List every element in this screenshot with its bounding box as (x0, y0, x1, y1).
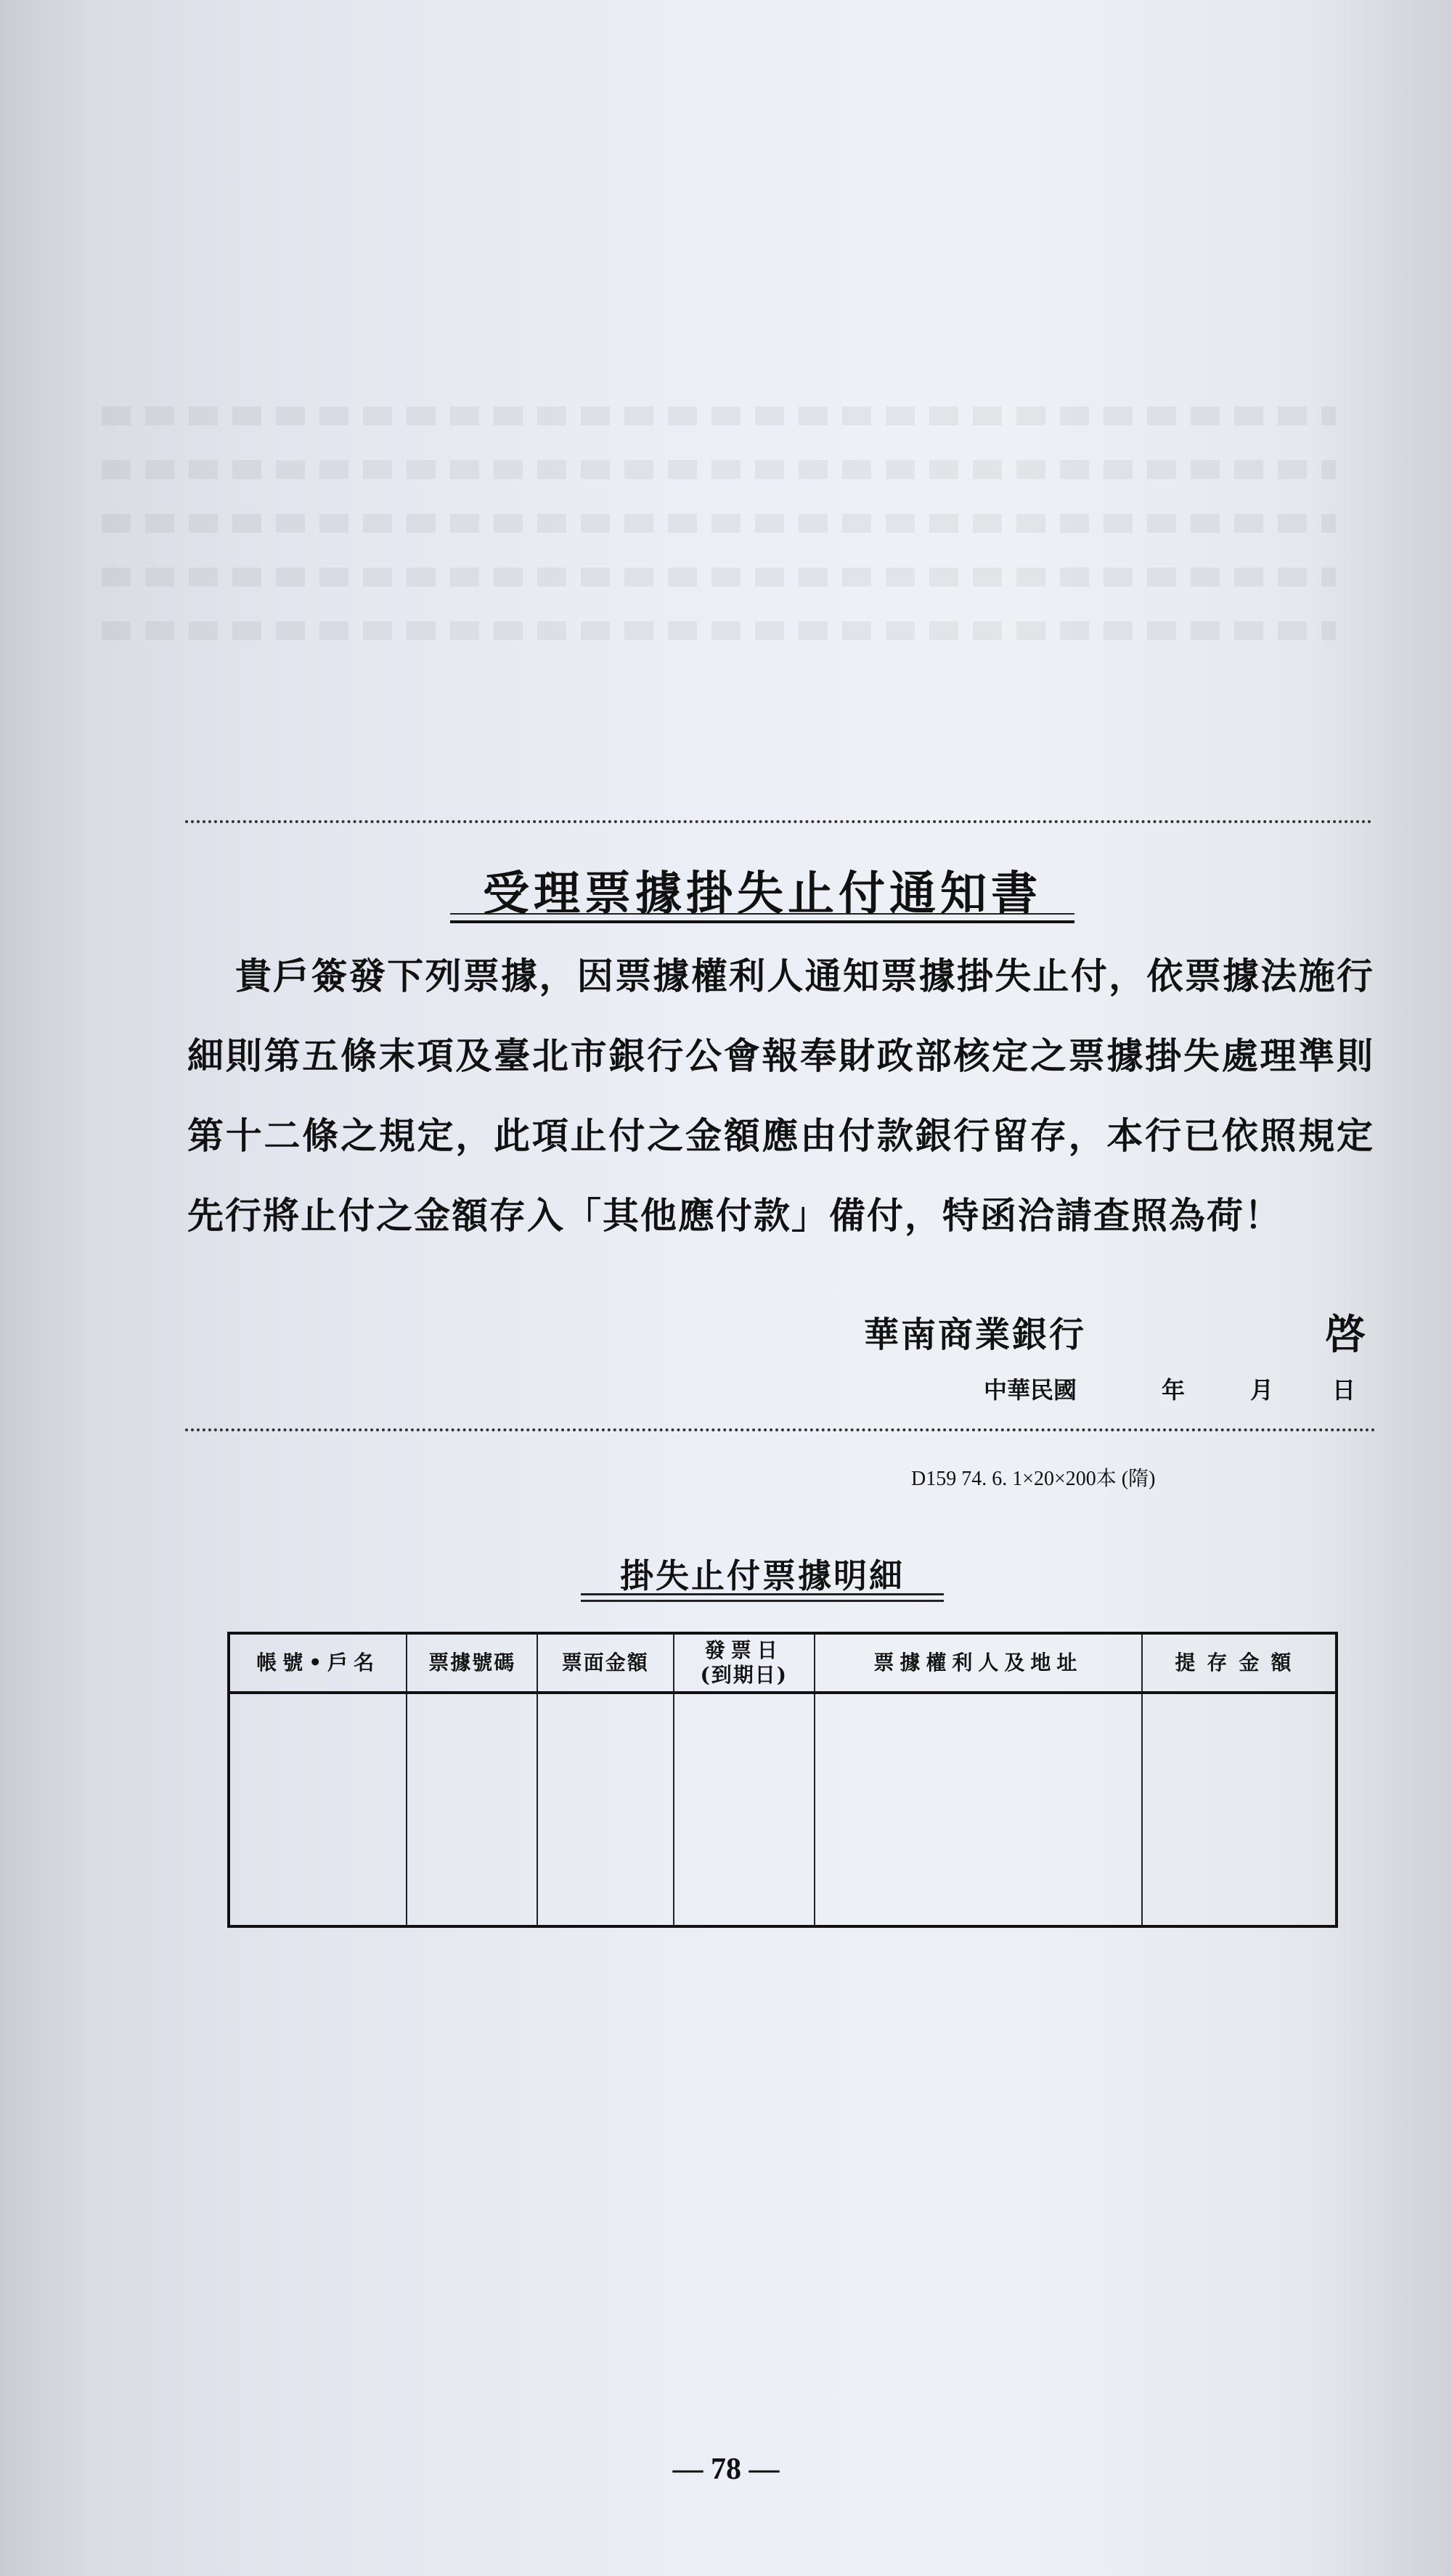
cell-holder-address (815, 1693, 1142, 1926)
bleed-through-text (102, 406, 1336, 769)
col-deposit-amount: 提存金額 (1142, 1633, 1337, 1693)
table-row (229, 1693, 1337, 1926)
col-face-amount: 票面金額 (537, 1633, 674, 1693)
col-bill-number: 票據號碼 (407, 1633, 537, 1693)
detail-title-underline (581, 1593, 944, 1602)
cell-deposit-amount (1142, 1693, 1337, 1926)
top-cut-line (185, 820, 1372, 823)
col-holder-address: 票據權利人及地址 (815, 1633, 1142, 1693)
bottom-cut-line (185, 1428, 1376, 1431)
notice-title-underline (450, 913, 1074, 923)
notice-body: 貴戶簽發下列票據，因票據權利人通知票據掛失止付，依票據法施行細則第五條末項及臺北市銀行公會報奉財政部核定之票據掛失處理準則第十二條之規定，此項止付之金額應由付款銀行留存，本行已依照規定先行將止付之金額存入「其他應付款」備付，特函洽請查照為荷！ (187, 954, 1374, 1237)
col-issue-date-label: 發票日 (704, 1638, 783, 1662)
date-prefix: 中華民國 (984, 1376, 1077, 1404)
cell-issue-date (674, 1693, 815, 1926)
form-code: D159 74. 6. 1×20×200本 (隋) (911, 1468, 1156, 1490)
signature-suffix: 啓 (1325, 1311, 1366, 1359)
date-year: 年 (1162, 1376, 1186, 1404)
date-day: 日 (1332, 1376, 1356, 1404)
cell-account-name (229, 1693, 407, 1926)
cell-face-amount (537, 1693, 674, 1926)
bank-signature: 華南商業銀行 (864, 1314, 1087, 1355)
col-issue-date (674, 1633, 815, 1693)
detail-table (227, 1632, 1338, 1928)
date-month: 月 (1250, 1376, 1274, 1404)
cell-bill-number (407, 1693, 537, 1926)
detail-title: 掛失止付票據明細 (620, 1556, 905, 1595)
page-number: — 78 — (672, 2453, 780, 2486)
notice-title: 受理票據掛失止付通知書 (483, 867, 1042, 921)
col-account-name: 帳號•戶名 (229, 1633, 407, 1693)
col-due-date-label: (到期日) (700, 1663, 788, 1687)
